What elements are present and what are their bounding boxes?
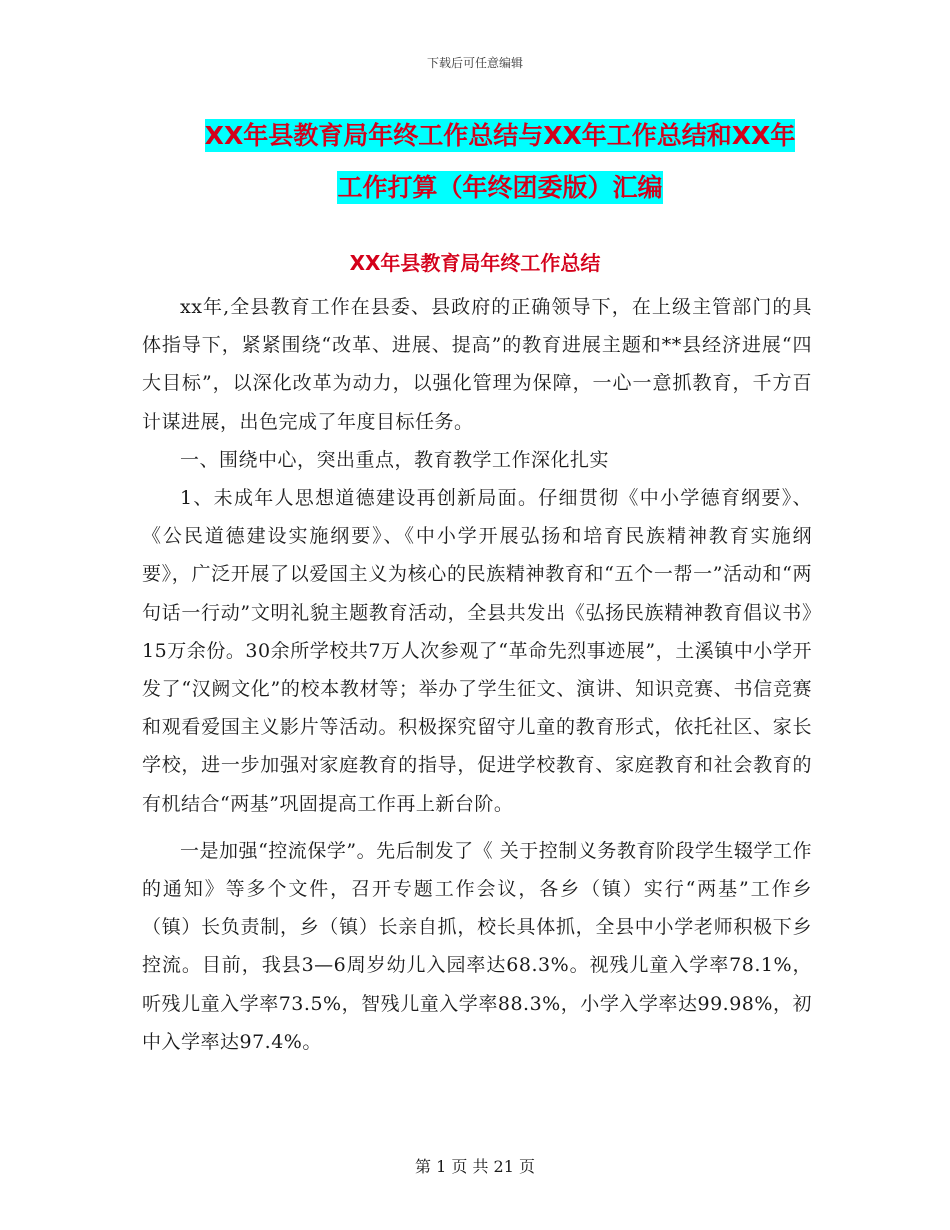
body-text bbox=[142, 288, 812, 1061]
title-line-1: XX年县教育局年终工作总结与XX年工作总结和XX年 bbox=[204, 121, 796, 150]
page-footer: 第 1 页 共 21 页 bbox=[415, 1157, 535, 1176]
section-title: XX年县教育局年终工作总结 bbox=[349, 251, 601, 275]
paragraph-moral-education: 1、未成年人思想道德建设再创新局面。仔细贯彻《中小学德育纲要》、《公民道德建设实施纲要》、《中小学开展弘扬和培育民族精神教育实施纲要》，广泛开展了以爱国主义为核心的民族精神教育和“五个一帮一”活动和“两句话一行动”文明礼貌主题教育活动，全县共发出《弘扬民族精神教育倡议书》15万余份。30余所学校共7万人次参观了“革命先烈事迹展”，土溪镇中小学开发了“汉阙文化”的校本教材等；举办了学生征文、演讲、知识竞赛、书信竞赛和观看爱国主义影片等活动。积极探究留守儿童的教育形式，依托社区、家长学校，进一步加强对家庭教育的指导，促进学校教育、家庭教育和社会教育的有机结合“两基”巩固提高工作再上新台阶。 bbox=[142, 487, 812, 815]
document-title bbox=[150, 110, 850, 214]
paragraph-intro: xx年,全县教育工作在县委、县政府的正确领导下，在上级主管部门的具体指导下，紧紧围绕“改革、进展、提高”的教育进展主题和**县经济进展“四大目标”，以深化改革为动力，以强化管理为保障，一心一意抓教育，千方百计谋进展，出色完成了年度目标任务。 bbox=[142, 296, 812, 433]
header-note: 下载后可任意编辑 bbox=[426, 56, 523, 70]
title-line-2: 工作打算（年终团委版）汇编 bbox=[337, 173, 663, 202]
paragraph-heading-one: 一、围绕中心，突出重点，教育教学工作深化扎实 bbox=[180, 448, 610, 471]
paragraph-control-dropout: 一是加强“控流保学”。先后制发了《 关于控制义务教育阶段学生辍学工作的通知》等多个文件，召开专题工作会议，各乡（镇）实行“两基”工作乡（镇）长负责制，乡（镇）长亲自抓，校长具体抓，全县中小学老师积极下乡控流。目前，我县3—6周岁幼儿入园率达68.3%。视残儿童入学率78.1%，听残儿童入学率73.5%，智残儿童入学率88.3%，小学入学率达99.98%，初中入学率达97.4%。 bbox=[142, 839, 812, 1053]
